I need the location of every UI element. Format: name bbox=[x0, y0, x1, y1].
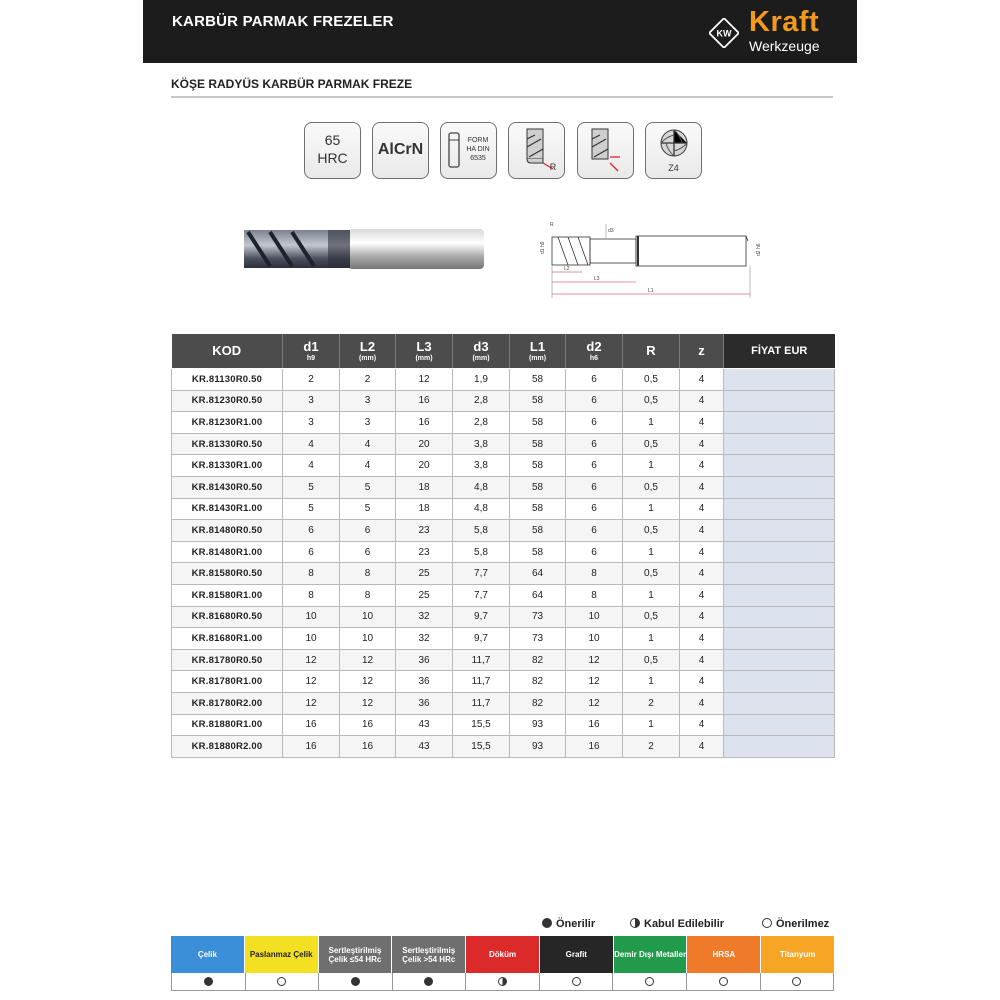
table-cell: 4 bbox=[680, 563, 724, 585]
table-cell: 4 bbox=[680, 520, 724, 542]
suitability-cell bbox=[319, 973, 393, 991]
table-cell: 8 bbox=[340, 584, 396, 606]
technical-drawing bbox=[534, 214, 769, 304]
table-cell: 4 bbox=[680, 649, 724, 671]
table-cell: 7,7 bbox=[453, 563, 510, 585]
price-cell bbox=[724, 433, 835, 455]
table-cell: 6 bbox=[566, 390, 623, 412]
table-cell: 2 bbox=[623, 692, 680, 714]
table-cell: 15,5 bbox=[453, 714, 510, 736]
table-cell: 0,5 bbox=[623, 649, 680, 671]
price-cell bbox=[724, 390, 835, 412]
side-milling-icon bbox=[577, 122, 634, 179]
price-cell bbox=[724, 541, 835, 563]
table-cell: 6 bbox=[283, 541, 340, 563]
table-cell: 82 bbox=[510, 649, 566, 671]
table-cell: 4,8 bbox=[453, 476, 510, 498]
table-cell: 58 bbox=[510, 369, 566, 391]
table-cell: 4 bbox=[283, 455, 340, 477]
col-header-price: FİYAT EUR bbox=[724, 334, 835, 369]
table-cell: 10 bbox=[566, 628, 623, 650]
table-cell: 73 bbox=[510, 628, 566, 650]
tool-photo bbox=[240, 226, 485, 272]
table-cell: 16 bbox=[396, 390, 453, 412]
material-cell: Demir Dışı Metaller bbox=[614, 936, 688, 973]
table-cell: 12 bbox=[340, 692, 396, 714]
spec-table-body bbox=[172, 369, 835, 758]
table-cell: 25 bbox=[396, 584, 453, 606]
table-cell: 4 bbox=[340, 433, 396, 455]
empty-dot-icon bbox=[645, 977, 654, 986]
table-cell: 1 bbox=[623, 628, 680, 650]
table-cell: 16 bbox=[340, 714, 396, 736]
brand-subtitle: Werkzeuge bbox=[749, 38, 820, 54]
table-cell: 10 bbox=[566, 606, 623, 628]
table-cell: 11,7 bbox=[453, 692, 510, 714]
table-cell: 4 bbox=[680, 736, 724, 758]
product-code-cell: KR.81430R0.50 bbox=[172, 476, 283, 498]
table-cell: 6 bbox=[566, 369, 623, 391]
material-cell: Sertleştirilmiş Çelik >54 HRc bbox=[392, 936, 466, 973]
table-cell: 4 bbox=[680, 628, 724, 650]
table-cell: 58 bbox=[510, 412, 566, 434]
table-cell: 5 bbox=[283, 476, 340, 498]
table-cell: 10 bbox=[340, 606, 396, 628]
table-cell: 5,8 bbox=[453, 541, 510, 563]
suitability-cell bbox=[613, 973, 687, 991]
flute-count-icon bbox=[645, 122, 702, 179]
corner-radius-icon bbox=[508, 122, 565, 179]
table-cell: 64 bbox=[510, 563, 566, 585]
col-header-l2: L2 (mm) bbox=[340, 334, 396, 369]
filled-dot-icon bbox=[204, 977, 213, 986]
table-cell: 0,5 bbox=[623, 520, 680, 542]
brand-logo bbox=[709, 6, 854, 58]
suitability-row bbox=[171, 973, 834, 991]
table-cell: 6 bbox=[340, 541, 396, 563]
price-cell bbox=[724, 628, 835, 650]
svg-text:d1 h9: d1 h9 bbox=[540, 241, 546, 254]
table-cell: 43 bbox=[396, 736, 453, 758]
price-cell bbox=[724, 736, 835, 758]
product-code-cell: KR.81130R0.50 bbox=[172, 369, 283, 391]
table-cell: 32 bbox=[396, 606, 453, 628]
spec-table bbox=[171, 334, 835, 758]
table-row bbox=[172, 649, 835, 671]
table-row bbox=[172, 628, 835, 650]
product-code-cell: KR.81680R1.00 bbox=[172, 628, 283, 650]
product-code-cell: KR.81430R1.00 bbox=[172, 498, 283, 520]
table-cell: 4 bbox=[680, 412, 724, 434]
table-row bbox=[172, 390, 835, 412]
col-header-d3: d3 (mm) bbox=[453, 334, 510, 369]
product-code-cell: KR.81330R0.50 bbox=[172, 433, 283, 455]
table-cell: 73 bbox=[510, 606, 566, 628]
table-cell: 16 bbox=[340, 736, 396, 758]
table-cell: 7,7 bbox=[453, 584, 510, 606]
table-cell: 23 bbox=[396, 520, 453, 542]
spec-table-head bbox=[172, 334, 835, 369]
table-cell: 4,8 bbox=[453, 498, 510, 520]
table-cell: 12 bbox=[340, 671, 396, 693]
half-dot-icon bbox=[498, 977, 507, 986]
table-cell: 3,8 bbox=[453, 455, 510, 477]
table-row bbox=[172, 736, 835, 758]
filled-dot-icon bbox=[424, 977, 433, 986]
table-row bbox=[172, 433, 835, 455]
suitability-cell bbox=[172, 973, 246, 991]
table-cell: 2,8 bbox=[453, 412, 510, 434]
table-cell: 0,5 bbox=[623, 390, 680, 412]
table-row bbox=[172, 541, 835, 563]
table-cell: 16 bbox=[283, 736, 340, 758]
suitability-cell bbox=[687, 973, 761, 991]
table-cell: 4 bbox=[680, 584, 724, 606]
table-cell: 82 bbox=[510, 671, 566, 693]
material-cell: Çelik bbox=[171, 936, 245, 973]
table-cell: 58 bbox=[510, 455, 566, 477]
col-header-d1: d1 h9 bbox=[283, 334, 340, 369]
material-cell: Paslanmaz Çelik bbox=[245, 936, 319, 973]
table-cell: 36 bbox=[396, 649, 453, 671]
table-cell: 12 bbox=[396, 369, 453, 391]
table-cell: 6 bbox=[566, 412, 623, 434]
form-line1: FORM bbox=[467, 137, 489, 144]
price-cell bbox=[724, 455, 835, 477]
side-cutter-icon bbox=[582, 127, 630, 175]
table-cell: 6 bbox=[340, 520, 396, 542]
table-cell: 2 bbox=[340, 369, 396, 391]
table-cell: 43 bbox=[396, 714, 453, 736]
table-cell: 18 bbox=[396, 498, 453, 520]
table-cell: 2,8 bbox=[453, 390, 510, 412]
table-cell: 8 bbox=[283, 563, 340, 585]
empty-dot-icon bbox=[277, 977, 286, 986]
table-cell: 6 bbox=[566, 520, 623, 542]
table-cell: 2 bbox=[623, 736, 680, 758]
table-cell: 8 bbox=[566, 584, 623, 606]
price-cell bbox=[724, 714, 835, 736]
table-row bbox=[172, 671, 835, 693]
product-code-cell: KR.81480R0.50 bbox=[172, 520, 283, 542]
table-cell: 58 bbox=[510, 520, 566, 542]
table-cell: 2 bbox=[283, 369, 340, 391]
table-cell: 0,5 bbox=[623, 476, 680, 498]
table-cell: 1 bbox=[623, 541, 680, 563]
table-cell: 64 bbox=[510, 584, 566, 606]
table-cell: 6 bbox=[566, 476, 623, 498]
table-cell: 20 bbox=[396, 455, 453, 477]
table-cell: 12 bbox=[566, 692, 623, 714]
brand-name: Kraft bbox=[749, 6, 820, 38]
form-line2: HA DIN bbox=[466, 146, 490, 153]
suitability-cell bbox=[246, 973, 320, 991]
table-cell: 6 bbox=[283, 520, 340, 542]
table-cell: 16 bbox=[566, 714, 623, 736]
table-cell: 8 bbox=[340, 563, 396, 585]
filled-dot-icon bbox=[542, 918, 552, 928]
legend-acceptable: Kabul Edilebilir bbox=[630, 918, 724, 930]
svg-text:L2: L2 bbox=[564, 266, 570, 272]
col-header-kod: KOD bbox=[172, 334, 283, 369]
table-cell: 5,8 bbox=[453, 520, 510, 542]
material-cell: Döküm bbox=[466, 936, 540, 973]
table-cell: 4 bbox=[680, 714, 724, 736]
four-flute-icon bbox=[658, 127, 690, 159]
table-cell: 9,7 bbox=[453, 606, 510, 628]
table-cell: 93 bbox=[510, 736, 566, 758]
material-cell: Sertleştirilmiş Çelik ≤54 HRc bbox=[319, 936, 393, 973]
table-row bbox=[172, 606, 835, 628]
product-subtitle: KÖŞE RADYÜS KARBÜR PARMAK FREZE bbox=[171, 77, 413, 91]
table-cell: 4 bbox=[680, 476, 724, 498]
table-cell: 10 bbox=[340, 628, 396, 650]
coating-label: AlCrN bbox=[377, 141, 424, 158]
legend-not-recommended: Önerilmez bbox=[762, 918, 829, 930]
empty-dot-icon bbox=[762, 918, 772, 928]
col-header-l1: L1 (mm) bbox=[510, 334, 566, 369]
table-cell: 6 bbox=[566, 498, 623, 520]
table-cell: 16 bbox=[396, 412, 453, 434]
table-cell: 0,5 bbox=[623, 563, 680, 585]
table-cell: 4 bbox=[680, 541, 724, 563]
col-header-l3: L3 (mm) bbox=[396, 334, 453, 369]
table-cell: 12 bbox=[283, 671, 340, 693]
table-cell: 0,5 bbox=[623, 369, 680, 391]
shank-icon bbox=[447, 132, 461, 168]
table-cell: 58 bbox=[510, 476, 566, 498]
svg-text:L1: L1 bbox=[648, 288, 654, 294]
suitability-cell bbox=[393, 973, 467, 991]
price-cell bbox=[724, 476, 835, 498]
table-row bbox=[172, 584, 835, 606]
col-header-z: z bbox=[680, 334, 724, 369]
table-cell: 4 bbox=[680, 369, 724, 391]
table-row bbox=[172, 412, 835, 434]
product-code-cell: KR.81780R2.00 bbox=[172, 692, 283, 714]
table-cell: 1 bbox=[623, 498, 680, 520]
table-cell: 58 bbox=[510, 498, 566, 520]
price-cell bbox=[724, 649, 835, 671]
col-header-d2: d2 h6 bbox=[566, 334, 623, 369]
product-code-cell: KR.81880R2.00 bbox=[172, 736, 283, 758]
hardness-value: 65 bbox=[324, 132, 341, 148]
suitability-cell bbox=[761, 973, 835, 991]
product-code-cell: KR.81480R1.00 bbox=[172, 541, 283, 563]
table-cell: 58 bbox=[510, 433, 566, 455]
product-code-cell: KR.81780R0.50 bbox=[172, 649, 283, 671]
table-cell: 36 bbox=[396, 671, 453, 693]
legend-recommended: Önerilir bbox=[542, 918, 595, 930]
table-cell: 0,5 bbox=[623, 433, 680, 455]
product-code-cell: KR.81230R0.50 bbox=[172, 390, 283, 412]
header-row bbox=[172, 334, 835, 369]
half-dot-icon bbox=[630, 918, 640, 928]
price-cell bbox=[724, 606, 835, 628]
table-cell: 1 bbox=[623, 412, 680, 434]
table-cell: 1,9 bbox=[453, 369, 510, 391]
table-cell: 4 bbox=[680, 692, 724, 714]
table-cell: 12 bbox=[340, 649, 396, 671]
empty-dot-icon bbox=[719, 977, 728, 986]
table-cell: 3 bbox=[283, 412, 340, 434]
suitability-cell bbox=[466, 973, 540, 991]
table-cell: 4 bbox=[680, 390, 724, 412]
col-header-r: R bbox=[623, 334, 680, 369]
kw-badge-icon bbox=[709, 18, 739, 48]
table-cell: 4 bbox=[680, 455, 724, 477]
flutes-label: Z4 bbox=[668, 163, 679, 173]
hardness-icon bbox=[304, 122, 361, 179]
table-cell: 16 bbox=[283, 714, 340, 736]
price-cell bbox=[724, 563, 835, 585]
table-cell: 4 bbox=[680, 671, 724, 693]
table-cell: 5 bbox=[283, 498, 340, 520]
svg-text:L3: L3 bbox=[594, 276, 600, 282]
table-cell: 20 bbox=[396, 433, 453, 455]
table-cell: 18 bbox=[396, 476, 453, 498]
material-strip bbox=[171, 936, 834, 973]
subtitle-divider bbox=[171, 96, 833, 98]
table-cell: 93 bbox=[510, 714, 566, 736]
product-code-cell: KR.81230R1.00 bbox=[172, 412, 283, 434]
shank-form-icon bbox=[440, 122, 497, 179]
product-code-cell: KR.81580R1.00 bbox=[172, 584, 283, 606]
radius-label: R bbox=[549, 162, 557, 172]
price-cell bbox=[724, 369, 835, 391]
svg-text:d2 h6: d2 h6 bbox=[756, 243, 762, 256]
coating-icon bbox=[372, 122, 429, 179]
material-cell: Grafit bbox=[540, 936, 614, 973]
table-cell: 5 bbox=[340, 498, 396, 520]
product-code-cell: KR.81780R1.00 bbox=[172, 671, 283, 693]
table-cell: 1 bbox=[623, 455, 680, 477]
material-cell: HRSA bbox=[687, 936, 761, 973]
header-title: KARBÜR PARMAK FREZELER bbox=[172, 13, 394, 30]
suitability-cell bbox=[540, 973, 614, 991]
table-row bbox=[172, 563, 835, 585]
table-cell: 16 bbox=[566, 736, 623, 758]
price-cell bbox=[724, 671, 835, 693]
table-row bbox=[172, 498, 835, 520]
table-cell: 6 bbox=[566, 433, 623, 455]
hardness-unit: HRC bbox=[317, 150, 348, 166]
table-cell: 5 bbox=[340, 476, 396, 498]
table-cell: 4 bbox=[283, 433, 340, 455]
filled-dot-icon bbox=[351, 977, 360, 986]
table-cell: 4 bbox=[340, 455, 396, 477]
price-cell bbox=[724, 498, 835, 520]
table-cell: 10 bbox=[283, 606, 340, 628]
empty-dot-icon bbox=[792, 977, 801, 986]
product-code-cell: KR.81580R0.50 bbox=[172, 563, 283, 585]
svg-text:d3: d3 bbox=[608, 228, 614, 234]
table-cell: 6 bbox=[566, 541, 623, 563]
table-cell: 0,5 bbox=[623, 606, 680, 628]
table-cell: 4 bbox=[680, 433, 724, 455]
svg-text:KW: KW bbox=[716, 28, 732, 39]
table-cell: 11,7 bbox=[453, 649, 510, 671]
table-cell: 25 bbox=[396, 563, 453, 585]
table-cell: 82 bbox=[510, 692, 566, 714]
page-header bbox=[143, 0, 857, 63]
table-cell: 36 bbox=[396, 692, 453, 714]
table-cell: 1 bbox=[623, 714, 680, 736]
table-cell: 8 bbox=[566, 563, 623, 585]
table-cell: 3 bbox=[340, 390, 396, 412]
price-cell bbox=[724, 692, 835, 714]
table-cell: 9,7 bbox=[453, 628, 510, 650]
price-cell bbox=[724, 412, 835, 434]
table-cell: 3 bbox=[283, 390, 340, 412]
svg-text:R: R bbox=[550, 222, 554, 228]
table-cell: 6 bbox=[566, 455, 623, 477]
product-code-cell: KR.81680R0.50 bbox=[172, 606, 283, 628]
table-cell: 12 bbox=[283, 649, 340, 671]
table-cell: 12 bbox=[566, 649, 623, 671]
table-cell: 58 bbox=[510, 541, 566, 563]
price-cell bbox=[724, 584, 835, 606]
table-row bbox=[172, 714, 835, 736]
product-code-cell: KR.81330R1.00 bbox=[172, 455, 283, 477]
table-row bbox=[172, 476, 835, 498]
table-cell: 11,7 bbox=[453, 671, 510, 693]
price-cell bbox=[724, 520, 835, 542]
table-cell: 1 bbox=[623, 584, 680, 606]
table-cell: 23 bbox=[396, 541, 453, 563]
table-cell: 3,8 bbox=[453, 433, 510, 455]
table-cell: 4 bbox=[680, 606, 724, 628]
table-row bbox=[172, 369, 835, 391]
table-cell: 12 bbox=[283, 692, 340, 714]
table-cell: 8 bbox=[283, 584, 340, 606]
product-code-cell: KR.81880R1.00 bbox=[172, 714, 283, 736]
table-row bbox=[172, 692, 835, 714]
table-cell: 4 bbox=[680, 498, 724, 520]
form-line3: 6535 bbox=[470, 155, 486, 162]
table-cell: 1 bbox=[623, 671, 680, 693]
table-cell: 3 bbox=[340, 412, 396, 434]
empty-dot-icon bbox=[572, 977, 581, 986]
table-cell: 10 bbox=[283, 628, 340, 650]
table-cell: 58 bbox=[510, 390, 566, 412]
table-row bbox=[172, 520, 835, 542]
table-cell: 15,5 bbox=[453, 736, 510, 758]
table-cell: 32 bbox=[396, 628, 453, 650]
table-row bbox=[172, 455, 835, 477]
table-cell: 12 bbox=[566, 671, 623, 693]
material-cell: Titanyum bbox=[761, 936, 834, 973]
